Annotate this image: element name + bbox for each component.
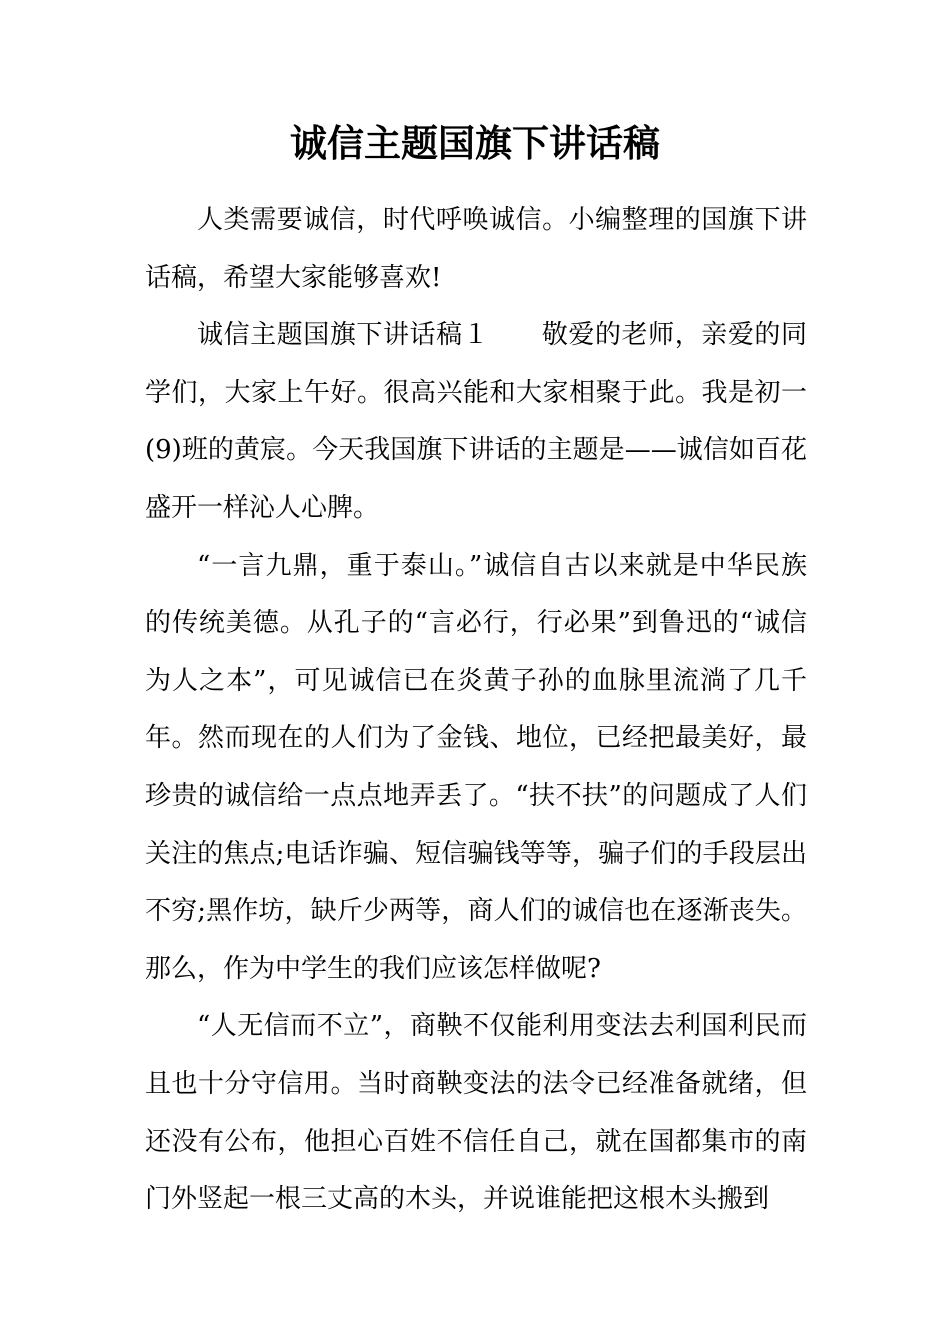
document-title: 诚信主题国旗下讲话稿	[290, 121, 660, 165]
paragraph-shang-yang-text: “人无信而不立”，商鞅不仅能利用变法去利国利民而且也十分守信用。当时商鞅变法的法令已经准备就绪，但还没有公布，他担心百姓不信任自己，就在国都集市的南门外竖起一根三丈高的木头，并说谁能把这根木头搬到	[145, 1011, 807, 1215]
paragraph-tradition-text: “一言九鼎，重于泰山。”诚信自古以来就是中华民族的传统美德。从孔子的“言必行，行必果”到鲁迅的“诚信为人之本”，可见诚信已在炎黄子孙的血脉里流淌了几千年。然而现在的人们为了金钱、地位，已经把最美好，最珍贵的诚信给一点点地弄丢了。“扶不扶”的问题成了人们关注的焦点;电话诈骗、短信骗钱等等，骗子们的手段层出不穷;黑作坊，缺斤少两等，商人们的诚信也在逐渐丧失。那么，作为中学生的我们应该怎样做呢?	[145, 550, 807, 984]
paragraph-speech-opening	[145, 307, 807, 537]
speech-heading: 诚信主题国旗下讲话稿１	[197, 320, 490, 351]
paragraph-intro-text: 人类需要诚信，时代呼唤诚信。小编整理的国旗下讲话稿，希望大家能够喜欢!	[145, 205, 807, 293]
paragraph-tradition	[145, 538, 807, 999]
paragraph-shang-yang	[145, 998, 807, 1228]
paragraph-intro	[145, 192, 807, 307]
document-body	[145, 192, 807, 1229]
paragraph-speech-opening-text: 敬爱的老师，亲爱的同学们，大家上午好。很高兴能和大家相聚于此。我是初一(9)班的黄宸。今天我国旗下讲话的主题是——诚信如百花盛开一样沁人心脾。	[145, 320, 807, 523]
